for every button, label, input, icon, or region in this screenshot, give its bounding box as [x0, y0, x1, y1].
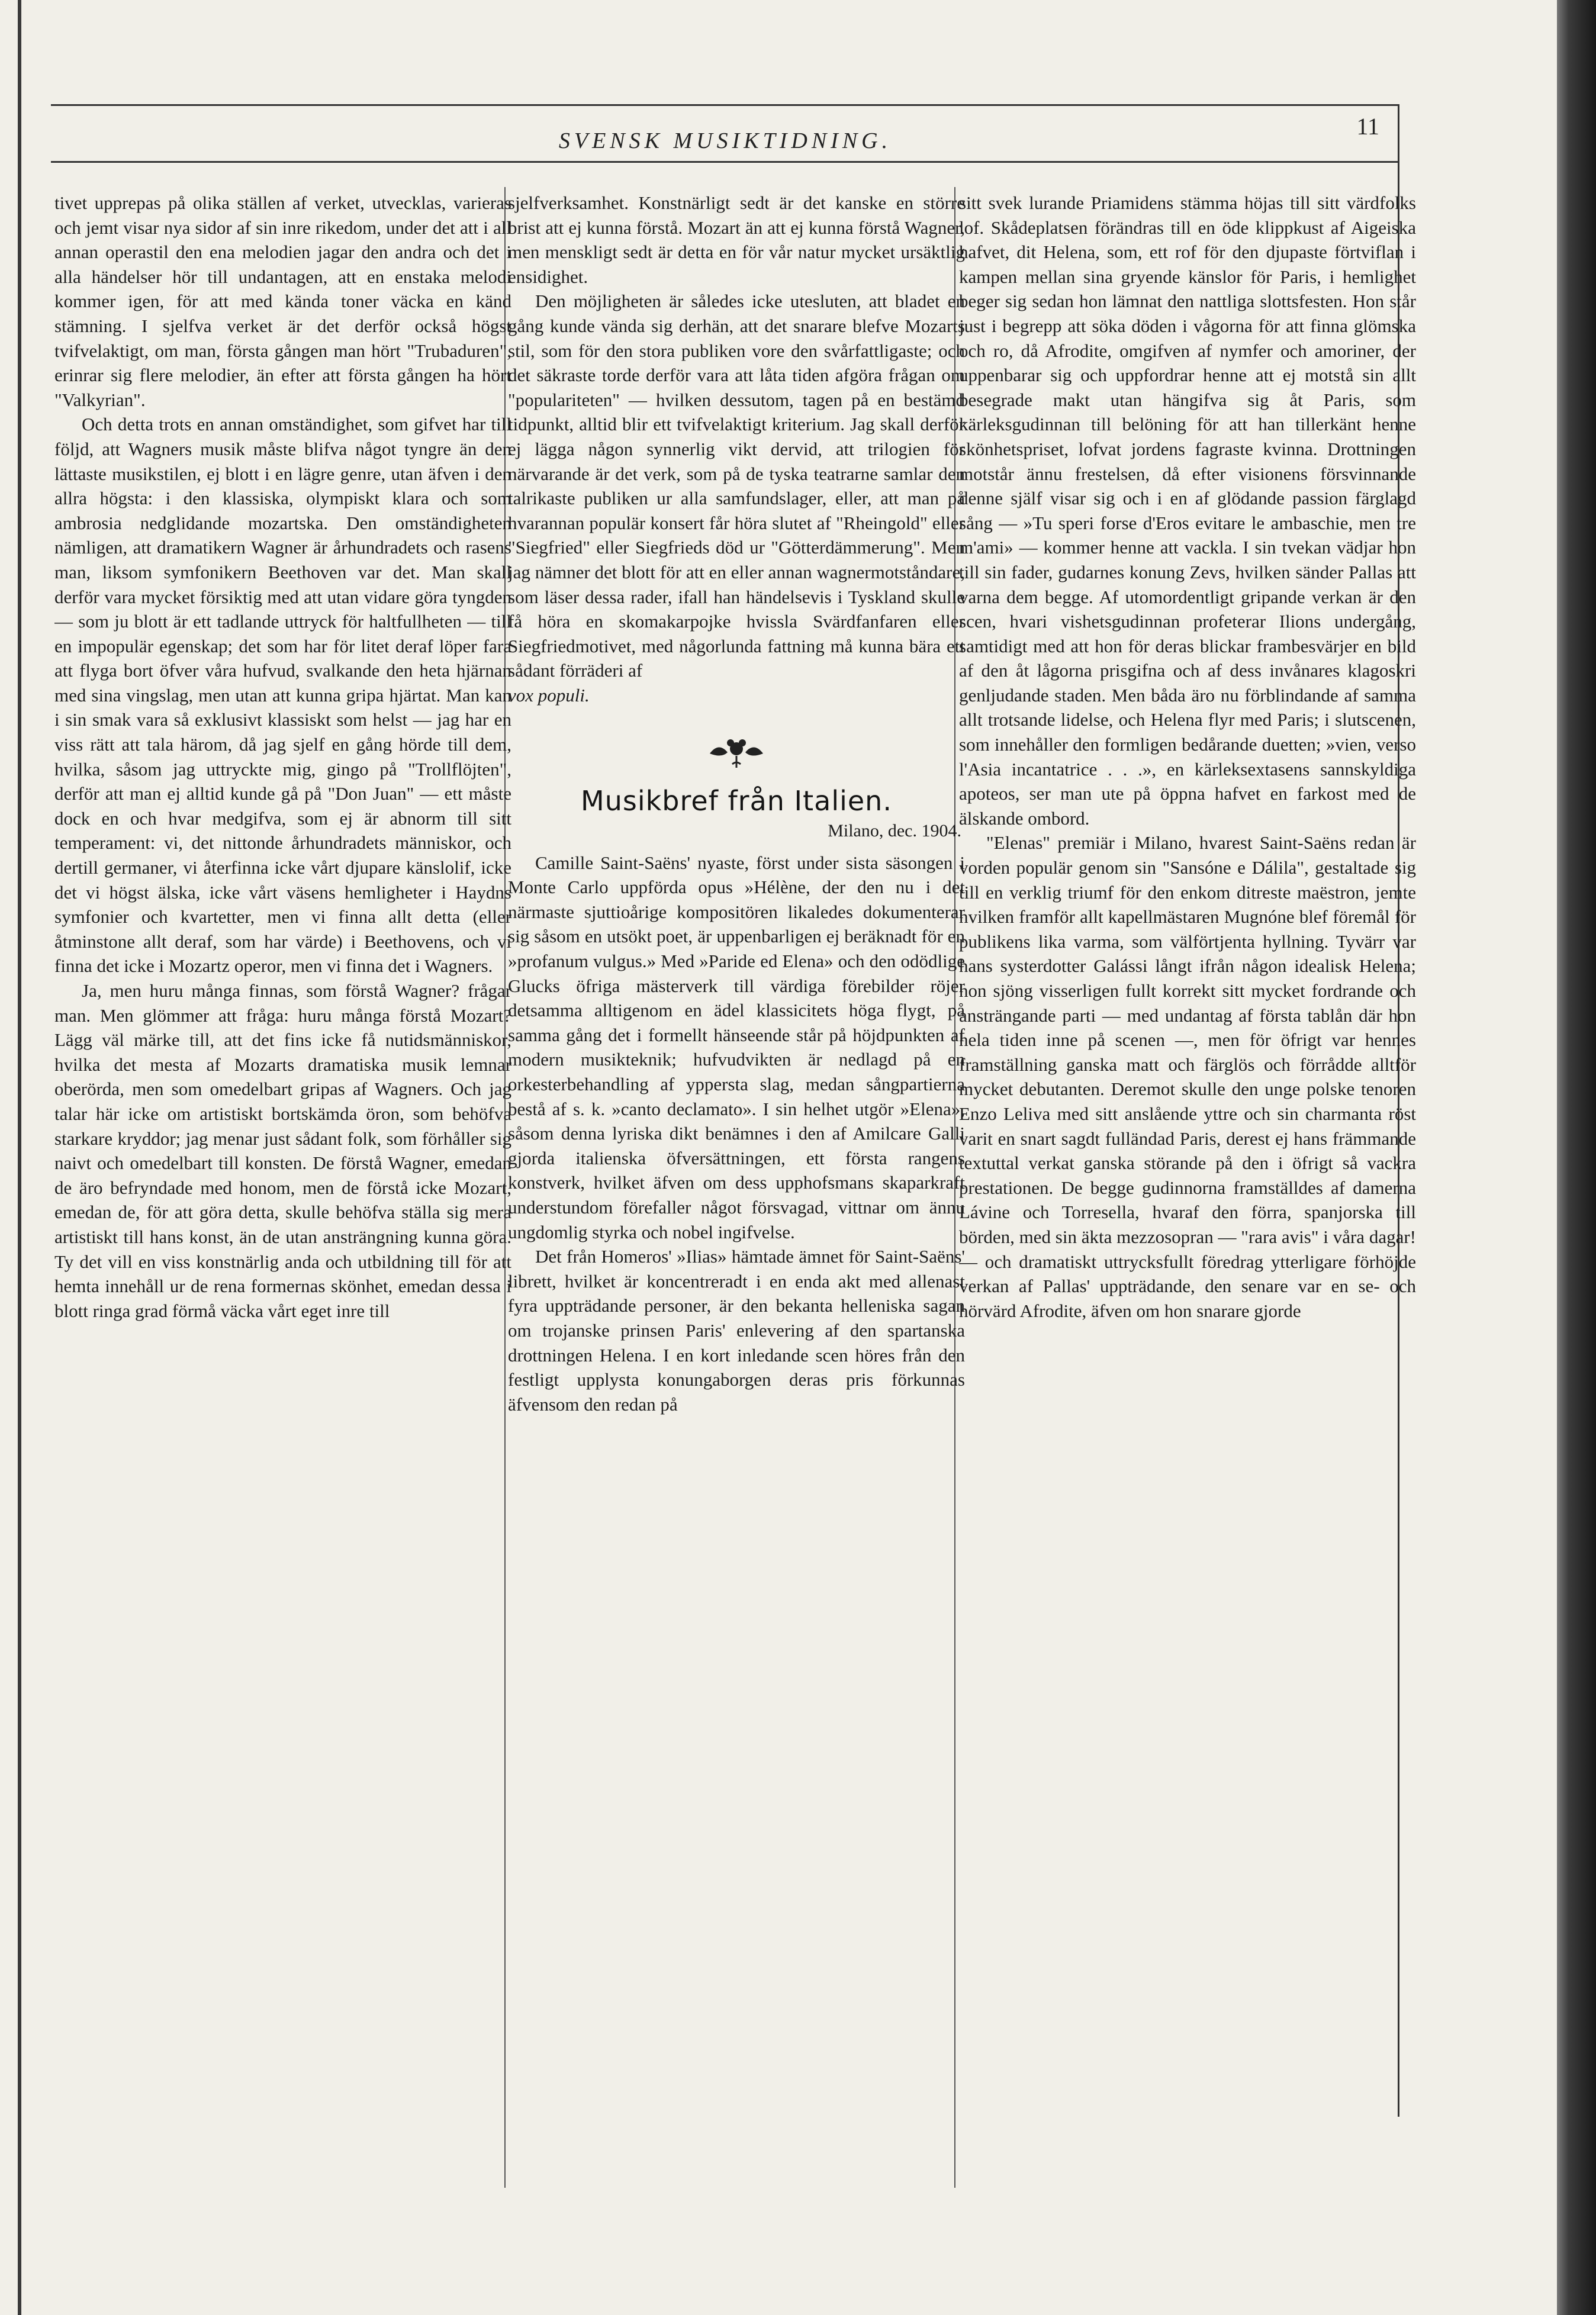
publication-title: SVENSK MUSIKTIDNING.	[558, 128, 892, 153]
paragraph: sjelfverksamhet. Konstnärligt sedt är det kanske en större brist att ej kunna förstå. Mozart än att ej kunna förstå Wagner, men menskligt sedt är detta en för vår natur mycket ursäktlig ensidighet.	[508, 192, 965, 287]
latin-phrase: vox populi.	[508, 684, 590, 706]
paragraph: Den möjligheten är således icke utesluten, att bladet en gång kunde vända sig derhän, att det snarare blefve Mozarts stil, som för den stora publiken vore den svårfattligaste; och det säkraste torde derför vara att låta tiden afgöra frågan om "populariteten" — hvilken dessutom, tagen på en bestämd tidpunkt, alltid blir ett tvifvelaktigt kriterium. Jag skall derför ej lägga någon synnerlig vikt dervid, att trilogien för närvarande är det verk, som på de tyska teatrarne samlar den talrikaste publiken ur alla samfundslager, eller, att man på hvarannan populär konsert får höra slutet af "Rheingold" eller "Siegfried" eller Siegfrieds död ur "Götterdämmerung". Men jag nämner det blott för att en eller annan wagnermotståndare, som läser dessa rader, ifall han händelsevis i Tyskland skulle få höra en skomakarpojke hvissla Svärdfanfaren eller Siegfriedmotivet, med någorlunda fattning må kunna bära ett sådant förräderi af	[508, 291, 965, 681]
page-number: 11	[1356, 113, 1379, 140]
scan-dark-margin	[1557, 0, 1596, 2315]
column-1	[54, 191, 511, 2262]
paragraph: Det från Homeros' »Ilias» hämtade ämnet för Saint-Saëns' librett, hvilket är koncentreradt i en enda akt med allenast fyra uppträdande personer, är den bekanta helleniska sagan om trojanske prinsen Paris' enlevering af den spartanska drottningen Helena. I en kort inledande scen höres från den festligt upplysta konungaborgen deras pris förkunnas äfvensom den redan på	[508, 1246, 965, 1415]
paragraph: "Elenas" premiär i Milano, hvarest Saint-Saëns redan är vorden populär genom sin "Sansóne e Dálila", gestaltade sig till en verklig triumf för den enkom ditreste maëstron, jemte hvilken framför allt kapellmästaren Mugnóne blef föremål för publikens lika varma, som välförtjenta hyllning. Tyvärr var hans systerdotter Galássi långt ifrån någon idealisk Helena; hon sjöng visserligen fullt korrekt sitt mycket fordrande och ansträngande parti — med undantag af första tablån där hon hela tiden inne på scenen —, men för öfrigt var hennes framställning ganska matt och färglös och förrådde alltför mycket debutanten. Deremot skulle den unge polske tenoren Enzo Leliva med sitt anslående yttre och sin charmanta röst varit en snart sagdt fulländad Paris, derest ej hans främmande textuttal verkat ganska störande på den i öfrigt så vackra prestationen. De begge gudinnorna framställdes af damerna Lávine och Torresella, hvaraf den förra, spanjorska till börden, med sin äkta mezzosopran — "rara avis" i våra dagar! — och dramatiskt uttrycksfullt föredrag ytterligare förhöjde verkan af Pallas' uppträdande, den senare var en se- och hörvärd Afrodite, äfven om hon snarare gjorde	[959, 832, 1416, 1321]
section-heading: Musikbref från Italien.	[581, 785, 892, 817]
dateline: Milano, dec. 1904.	[828, 821, 961, 841]
paragraph-end	[508, 683, 965, 708]
paragraph: tivet upprepas på olika ställen af verket, utvecklas, varieras och jemt visar nya sidor af sin inre rikedom, under det att i all annan operastil den ena melodien jagar den andra och det i alla händelser hör till undantagen, att en enstaka melodi kommer igen, för att med kända toner väcka en känd stämning. I sjelfva verket är det derför också högst tvifvelaktigt, om man, första gången man hört "Trubaduren", erinrar sig flere melodier, än efter att första gången ha hört "Valkyrian".	[54, 192, 511, 410]
header-bottom-rule	[51, 161, 1399, 163]
column-2	[508, 191, 965, 2262]
scan-frame-edge	[18, 0, 21, 2315]
flower-ornament-icon	[704, 730, 769, 771]
paragraph: Och detta trots en annan omständighet, som gifvet har till följd, att Wagners musik måste blifva något tyngre än den lättaste musikstilen, ej blott i en lägre genre, utan äfven i den allra högsta: i den klassiska, olympiskt klara och som ambrosia nedglidande mozartska. Den omständigheten nämligen, att dramatikern Wagner är århundradets och rasens man, liksom symfonikern Beethoven var det. Man skall derför vara mycket försiktig med att utan vidare göra tyngden — som ju blott är ett tadlande uttryck för haltfullheten — till en impopulär egenskap; det som har för litet deraf löper fara att flyga bort öfver våra hufvud, svalkande den heta hjärnan med sina vingslag, men utan att kunna gripa hjärtat. Man kan i sin smak vara så exklusivt klassiskt som helst — jag har en viss rätt att tala härom, då jag sjelf en gång hörde till dem, hvilka, såsom jag uttryckte mig, gingo på "Trollflöjten", derför att man ej alltid kunde gå på "Don Juan" — ett måste dock en och hvar medgifva, som ej är abnorm till sitt temperament: vi, det nittonde århundradets människor, och dertill germaner, vi återfinna icke vårt djupare känslolif, icke det vi högst älska, icke vårt väsens hemligheter i Haydns symfonier och kvartetter, men vi finna allt detta (eller åtminstone allt deraf, som har värde) i Beethovens, och vi finna det icke i Mozartz operor, men vi finna det i Wagners.	[54, 414, 511, 977]
header-top-rule	[51, 104, 1399, 106]
column-3	[959, 191, 1416, 2262]
paragraph: Camille Saint-Saëns' nyaste, först under sista säsongen i Monte Carlo uppförda opus »Hélène, der den nu i det närmaste sjuttioårige kompositören likaledes dokumenterar sig såsom en utsökt poet, är uppenbarligen ej beräknadt för en »profanum vulgus.» Med »Paride ed Elena» och den odödlige Glucks öfriga mästerverk till värdiga förebilder röjer detsamma alltigenom en ädel klassicitets höga flygt, på samma gång det i formellt hänseende står på höjdpunkten af modern musikteknik; hufvudvikten är nedlagd på en orkesterbehandling af yppersta slag, medan sångpartierna bestå af s. k. »canto declamato». I sin helhet utgör »Elena», såsom denna lyriska dikt benämnes i den af Amilcare Galli gjorda italienska öfversättningen, ett första rangens konstverk, hvilket äfven om dess upphofsmans skaparkraft understundom förefaller något försvagad, vittnar om ännu ungdomlig styrka och nobel ingifvelse.	[508, 852, 965, 1242]
paragraph: Ja, men huru många finnas, som förstå Wagner? frågar man. Men glömmer att fråga: huru många förstå Mozart? Lägg väl märke till, att det fins icke få nutidsmänniskor, hvilka det mesta af Mozarts dramatiska musik lemnar oberörda, men som omedelbart gripas af Wagners. Och jag talar här icke om artistiskt bortskämda öron, som behöfva starkare kryddor; jag menar just sådant folk, som förhåller sig naivt och omedelbart till konsten. De förstå Wagner, emedan de äro befryndade med honom, men de förstå icke Mozart, emedan de, för att göra detta, skulle behöfva ställa sig mera artistiskt till hans konst, än de utan ansträngning kunna göra. Ty det vill en viss konstnärlig anda och utbildning till för att hemta innehåll ur de rena formernas skönhet, emedan dessa i blott ringa grad förmå väcka vårt eget inre till	[54, 980, 511, 1321]
paragraph: sitt svek lurande Priamidens stämma höjas till sitt värdfolks lof. Skådeplatsen förändras till en öde klippkust af Aigeiska hafvet, dit Helena, som, ett rof för den djupaste förtviflan i kampen mellan sina gryende känslor för Paris, i hemlighet beger sig sedan hon lämnat den nattliga slottsfesten. Hon står just i begrepp att söka döden i vågorna för att finna glömska och ro, då Afrodite, omgifven af nymfer och amoriner, der uppenbarar sig och uppfordrar henne att ej motstå sin allt besegrade makt utan hängifva sig åt Paris, som kärleksgudinnan till belöning för att han tillerkänt henne skönhetspriset, lofvat jordens fagraste kvinna. Drottningen motstår ännu frestelsen, då efter visionens försvinnande denne själf visar sig och i en af glödande passion färglagd sång — »Tu speri forse d'Eros evitare le ambaschie, men tre m'ami» — kommer henne att vackla. I sin tvekan vädjar hon till sin fader, gudarnes konung Zevs, hvilken sänder Pallas att varna dem begge. Af utomordentligt gripande verkan är den scen, hvari vishetsgudinnan profeterar Ilions undergång, samtidigt med att hon för deras blickar frambesvärjer en bild af den åt lågorna prisgifna och af dess invånares klagoskri genljudande staden. Men båda äro nu förblindande af samma allt trotsande lidelse, och Helena flyr med Paris; i slutscenen, som innehåller den formligen bedårande duetten; »vien, verso l'Asia incantatrice . . .», en kärleksextasens sannskyldiga apoteos, ser man ute på öppna hafvet en farkost med de älskande ombord.	[959, 192, 1416, 829]
page-header	[51, 104, 1399, 169]
